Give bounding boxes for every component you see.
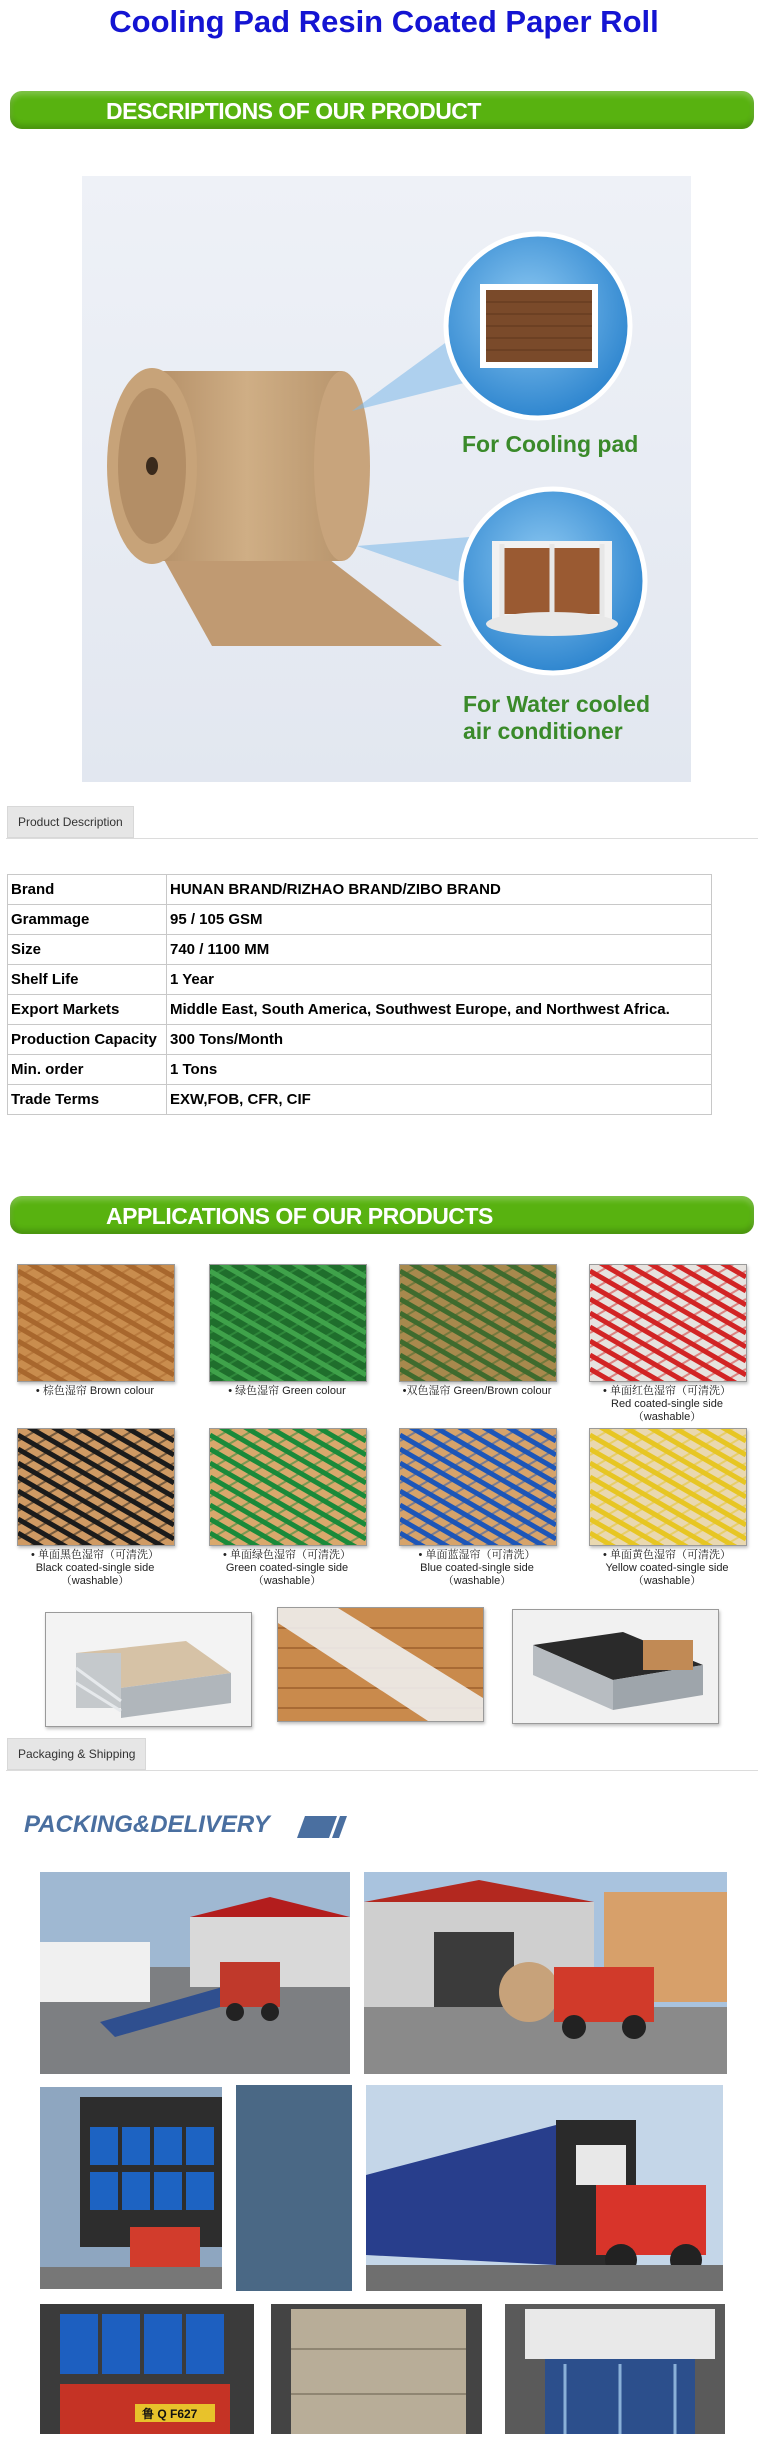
- spec-value: 95 / 105 GSM: [167, 905, 712, 935]
- application-caption: • 单面黑色湿帘（可清洗）: [31, 1549, 159, 1561]
- application-caption: Black coated-single side: [35, 1562, 155, 1574]
- application-caption: • 单面黄色湿帘（可清洗）: [603, 1549, 731, 1561]
- application-caption: Yellow coated-single side: [605, 1562, 729, 1574]
- delivery-photo-4: [366, 2085, 723, 2291]
- spec-key: Size: [8, 935, 167, 965]
- application-caption: • 绿色湿帘 Green colour: [228, 1385, 346, 1397]
- blue-panel: [236, 2085, 352, 2291]
- spec-key: Trade Terms: [8, 1085, 167, 1115]
- water-cooled-label-line1: For Water cooled: [463, 691, 650, 717]
- spec-row: [8, 1025, 712, 1055]
- application-caption: （washable）: [632, 1575, 702, 1587]
- tab-product-description[interactable]: Product Description: [7, 806, 134, 838]
- spec-value: 740 / 1100 MM: [167, 935, 712, 965]
- spec-row: [8, 905, 712, 935]
- spec-key: Shelf Life: [8, 965, 167, 995]
- application-image: [399, 1264, 557, 1382]
- application-caption: •双色湿帘 Green/Brown colour: [402, 1385, 552, 1397]
- spec-value: Middle East, South America, Southwest Europe, and Northwest Africa.: [167, 995, 712, 1025]
- application-caption: • 单面蓝湿帘（可清洗）: [418, 1549, 536, 1561]
- pad-stack-illustration: [46, 1613, 251, 1726]
- spec-key: Min. order: [8, 1055, 167, 1085]
- application-caption: （washable）: [252, 1575, 322, 1587]
- spec-key: Brand: [8, 875, 167, 905]
- spec-key: Grammage: [8, 905, 167, 935]
- spec-row: [8, 875, 712, 905]
- application-caption: Red coated-single side: [611, 1398, 723, 1410]
- application-caption: • 单面绿色湿帘（可清洗）: [223, 1549, 351, 1561]
- delivery-photo-5: [40, 2304, 254, 2434]
- delivery-photo-7: [505, 2304, 725, 2434]
- application-image: [17, 1428, 175, 1546]
- pad-frame-illustration: [278, 1608, 483, 1721]
- spec-row: [8, 965, 712, 995]
- spec-key: Production Capacity: [8, 1025, 167, 1055]
- applications-banner: [10, 1196, 754, 1234]
- delivery-photo-3: [40, 2087, 222, 2289]
- delivery-photo-1: [40, 1872, 350, 2074]
- application-caption: • 单面红色湿帘（可清洗）: [603, 1385, 731, 1397]
- application-caption: （washable）: [632, 1411, 702, 1423]
- heading-stripes-icon: [297, 1816, 347, 1843]
- spec-table: [7, 874, 712, 1115]
- delivery-photo-2: [364, 1872, 727, 2074]
- water-cooled-label-line2: air conditioner: [463, 718, 623, 744]
- tab-packaging-shipping[interactable]: Packaging & Shipping: [7, 1738, 146, 1770]
- application-image: [209, 1428, 367, 1546]
- spec-value: HUNAN BRAND/RIZHAO BRAND/ZIBO BRAND: [167, 875, 712, 905]
- descriptions-banner-label: DESCRIPTIONS OF OUR PRODUCT: [106, 98, 481, 124]
- applications-banner-label: APPLICATIONS OF OUR PRODUCTS: [106, 1203, 493, 1229]
- spec-row: [8, 1055, 712, 1085]
- truck-plate: 鲁 Q F627: [142, 2407, 198, 2421]
- application-image: [209, 1264, 367, 1382]
- spec-value: 1 Year: [167, 965, 712, 995]
- spec-value: 1 Tons: [167, 1055, 712, 1085]
- page-title: Cooling Pad Resin Coated Paper Roll: [109, 4, 659, 39]
- descriptions-banner: [10, 91, 754, 129]
- divider: [6, 838, 758, 839]
- divider: [6, 1770, 758, 1771]
- application-image: [17, 1264, 175, 1382]
- application-caption: • 棕色湿帘 Brown colour: [35, 1385, 155, 1397]
- spec-value: EXW,FOB, CFR, CIF: [167, 1085, 712, 1115]
- spec-value: 300 Tons/Month: [167, 1025, 712, 1055]
- spec-row: [8, 935, 712, 965]
- pad-stack-image: [45, 1612, 252, 1727]
- spec-row: [8, 1085, 712, 1115]
- pad-frame-image: [277, 1607, 484, 1722]
- cooling-pad-label: For Cooling pad: [462, 431, 639, 457]
- application-caption: Blue coated-single side: [420, 1562, 534, 1574]
- spec-row: [8, 995, 712, 1025]
- application-caption: Green coated-single side: [225, 1562, 349, 1574]
- black-pad-illustration: [513, 1610, 718, 1723]
- application-caption: （washable）: [442, 1575, 512, 1587]
- application-image: [589, 1264, 747, 1382]
- spec-key: Export Markets: [8, 995, 167, 1025]
- application-caption: （washable）: [60, 1575, 130, 1587]
- hero-product-image: [82, 176, 691, 782]
- applications-grid: [0, 1264, 768, 1604]
- application-image: [399, 1428, 557, 1546]
- delivery-photo-6: [271, 2304, 482, 2434]
- application-image: [589, 1428, 747, 1546]
- packing-delivery-heading: PACKING&DELIVERY: [24, 1811, 270, 1838]
- black-pad-image: [512, 1609, 719, 1724]
